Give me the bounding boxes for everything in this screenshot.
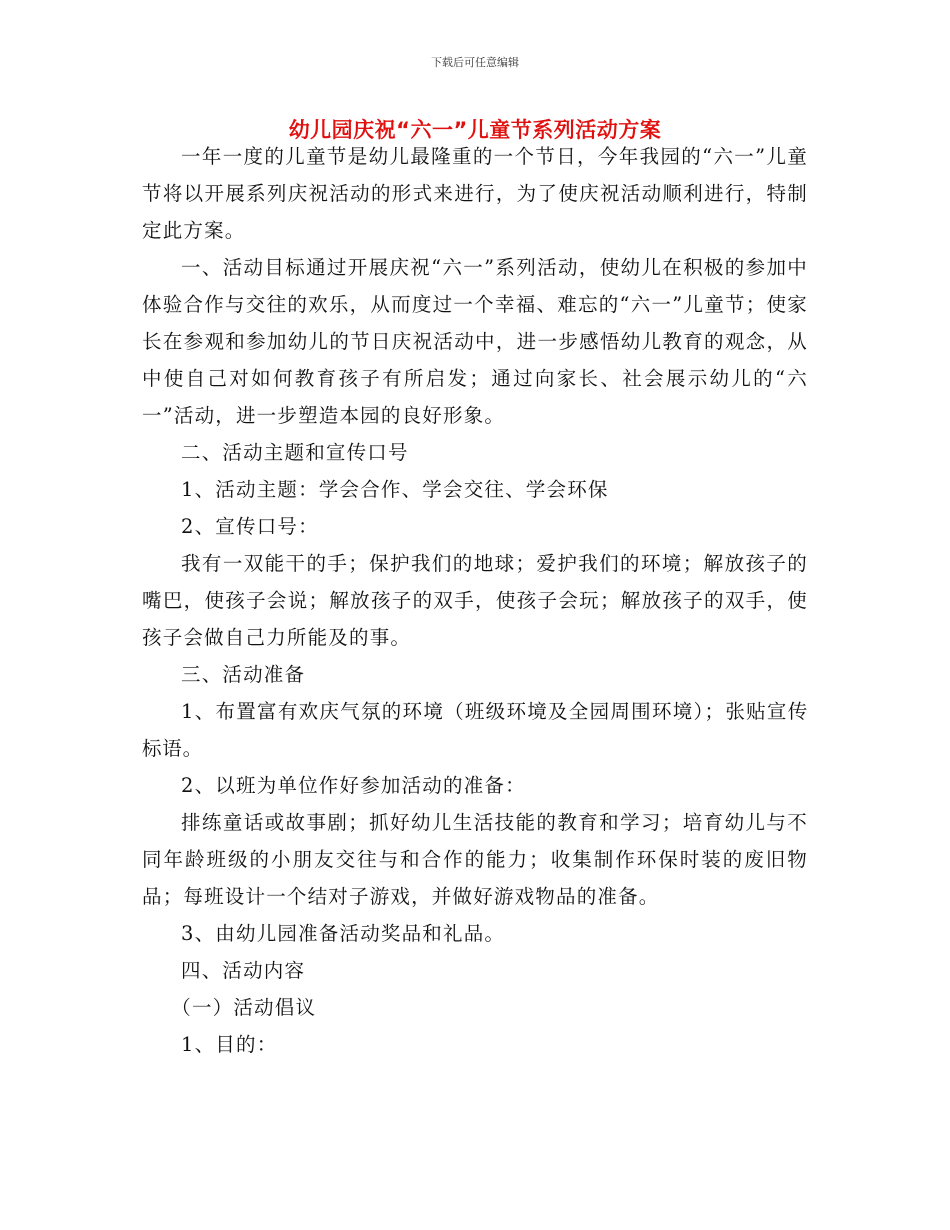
purpose-item: 1、目的： [181, 1033, 278, 1056]
activity-theme-item: 1、活动主题：学会合作、学会交往、学会环保 [181, 478, 609, 501]
slogan-heading-item: 2、宣传口号： [181, 515, 319, 538]
page-header-note: 下载后可任意编辑 [431, 56, 519, 69]
preparation-details-paragraph: 排练童话或故事剧；抓好幼儿生活技能的教育和学习；培育幼儿与不同年龄班级的小朋友交往与和合作的能力；收集制作环保时装的废旧物品；每班设计一个结对子游戏，并做好游戏物品的准备。 [142, 811, 808, 908]
subsection-heading-initiative: （一）活动倡议 [171, 996, 317, 1019]
intro-paragraph: 一年一度的儿童节是幼儿最隆重的一个节日，今年我园的“六一”儿童节将以开展系列庆祝活动的形式来进行，为了使庆祝活动顺利进行，特制定此方案。 [142, 145, 808, 242]
preparation-item-1: 1、布置富有欢庆气氛的环境（班级环境及全园周围环境）；张贴宣传标语。 [142, 700, 808, 760]
section-heading-preparation: 三、活动准备 [181, 663, 306, 686]
slogan-paragraph: 我有一双能干的手；保护我们的地球；爱护我们的环境；解放孩子的嘴巴，使孩子会说；解放孩子的双手，使孩子会玩；解放孩子的双手，使孩子会做自己力所能及的事。 [142, 552, 808, 649]
section-heading-content: 四、活动内容 [181, 959, 306, 982]
document-title: 幼儿园庆祝“六一”儿童节系列活动方案 [288, 118, 662, 142]
section-activity-goals: 一、活动目标通过开展庆祝“六一”系列活动，使幼儿在积极的参加中体验合作与交往的欢乐，从而度过一个幸福、难忘的“六一”儿童节；使家长在参观和参加幼儿的节日庆祝活动中，进一步感悟幼儿教育的观念，从中使自己对如何教育孩子有所启发；通过向家长、社会展示幼儿的“六一”活动，进一步塑造本园的良好形象。 [142, 256, 808, 427]
document-body [142, 138, 808, 1063]
section-heading-theme-slogan: 二、活动主题和宣传口号 [181, 441, 409, 464]
preparation-item-2: 2、以班为单位作好参加活动的准备： [181, 774, 526, 797]
preparation-item-3: 3、由幼儿园准备活动奖品和礼品。 [181, 922, 506, 945]
